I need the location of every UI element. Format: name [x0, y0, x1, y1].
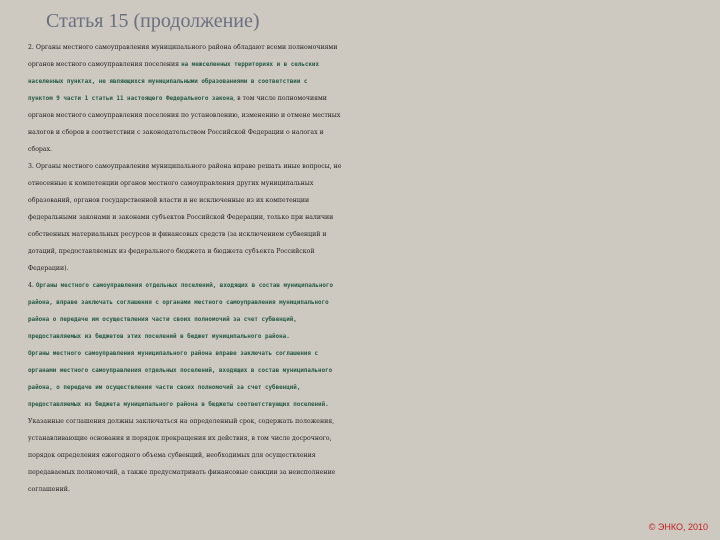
highlighted-text: района о передаче им осуществления части своих полномочий за счет субвенций,: [28, 317, 297, 323]
text-line: [28, 243, 720, 260]
highlighted-text: на межселенных территориях и в сельских: [181, 62, 320, 68]
body-text: , в том числе полномочиями: [233, 95, 327, 102]
highlighted-text: района, вправе заключать соглашения с органами местного самоуправления муниципального: [28, 300, 329, 306]
body-text: передаваемых полномочий, а также предусматривать финансовые санкции за неисполнение: [28, 469, 336, 476]
highlighted-text: предоставляемых из бюджетов этих поселений в бюджет муниципального района.: [28, 334, 290, 340]
text-line: [28, 311, 720, 328]
body-text: отнесенные к компетенции органов местного самоуправления других муниципальных: [28, 180, 314, 187]
body-text: Указанные соглашения должны заключаться на определенный срок, содержать положения,: [28, 418, 335, 425]
text-line: [28, 158, 720, 175]
text-line: [28, 90, 720, 107]
body-text: 4.: [28, 282, 36, 289]
text-line: [28, 141, 720, 158]
body-text: налогов и сборов в соответствии с законодательством Российской Федерации о налогах и: [28, 129, 324, 136]
highlighted-text: органами местного самоуправления отдельных поселений, входящих в состав муниципального: [28, 368, 333, 374]
body-text: федеральными законами и законами субъектов Российской Федерации, только при наличии: [28, 214, 334, 221]
body-text: 3. Органы местного самоуправления муниципального района вправе решать иные вопросы, не: [28, 163, 342, 170]
body-text: органов местного самоуправления поселения: [28, 61, 182, 68]
text-line: [28, 124, 720, 141]
body-text: Федерации).: [28, 265, 69, 272]
highlighted-text: предоставляемых из бюджета муниципального района в бюджеты соответствующих поселений.: [28, 402, 329, 408]
highlighted-text: населенных пунктах, не являющихся муниципальными образованиями в соответствии с: [28, 79, 308, 85]
text-line: [28, 345, 720, 362]
text-line: [28, 107, 720, 124]
highlighted-text: Органы местного самоуправления муниципального района вправе заключать соглашения с: [28, 351, 319, 357]
text-line: [28, 362, 720, 379]
highlighted-text: района, о передаче им осуществления части своих полномочий за счет субвенций,: [28, 385, 301, 391]
text-line: [28, 175, 720, 192]
text-line: [28, 39, 720, 56]
body-text: сборах.: [28, 146, 53, 153]
text-line: [28, 413, 720, 430]
body-text: устанавливающие основания и порядок прекращения их действия, в том числе досрочного,: [28, 435, 332, 442]
text-line: [28, 328, 720, 345]
text-line: [28, 294, 720, 311]
text-line: [28, 379, 720, 396]
body-text: порядок определения ежегодного объема субвенций, необходимых для осуществления: [28, 452, 316, 459]
text-line: [28, 464, 720, 481]
body-text: соглашений.: [28, 486, 70, 493]
body-text: органов местного самоуправления поселения по установлению, изменению и отмене местных: [28, 112, 341, 119]
text-line: [28, 260, 720, 277]
text-line: [28, 192, 720, 209]
text-line: [28, 481, 720, 498]
text-line: [28, 209, 720, 226]
text-line: [28, 447, 720, 464]
article-body: [28, 39, 720, 498]
body-text: дотаций, предоставляемых из федерального бюджета и бюджета субъекта Российской: [28, 248, 315, 255]
body-text: образований, органов государственной власти и не исключенные из их компетенции: [28, 197, 310, 204]
text-line: [28, 277, 720, 294]
body-text: 2. Органы местного самоуправления муниципального района обладают всеми полномочиями: [28, 44, 338, 51]
text-line: [28, 56, 720, 73]
slide-title: Статья 15 (продолжение): [46, 10, 260, 32]
highlighted-text: Органы местного самоуправления отдельных поселений, входящих в состав муниципального: [35, 283, 333, 289]
text-line: [28, 226, 720, 243]
text-line: [28, 430, 720, 447]
text-line: [28, 396, 720, 413]
highlighted-text: пунктом 9 части 1 статьи 11 настоящего Федерального закона: [28, 96, 234, 102]
text-line: [28, 73, 720, 90]
copyright-footer: © ЭНКО, 2010: [648, 522, 708, 532]
body-text: собственных материальных ресурсов и финансовых средств (за исключением субвенций и: [28, 231, 327, 238]
